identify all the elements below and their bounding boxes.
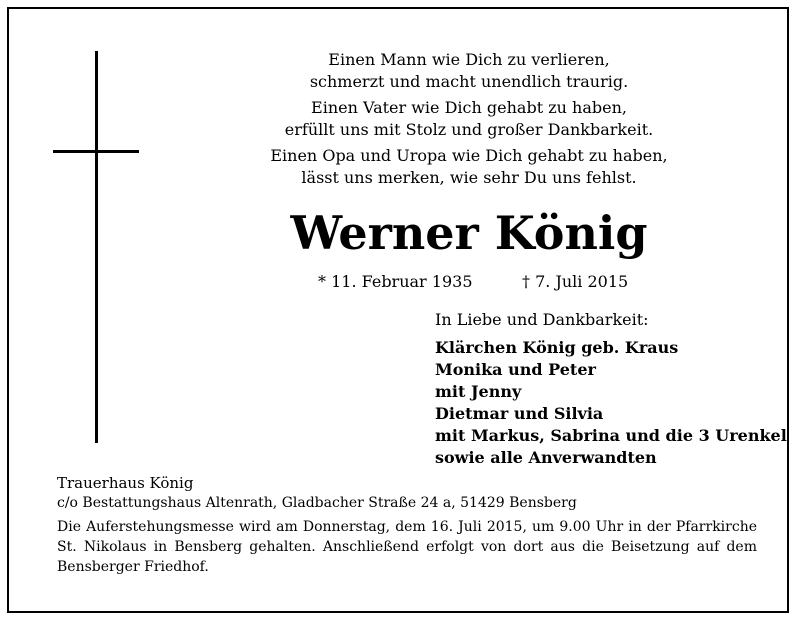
- poem-line: schmerzt und macht unendlich traurig.: [309, 72, 629, 91]
- poem-stanza: [169, 97, 769, 141]
- mourners-list: [435, 309, 787, 469]
- mourning-house: Trauerhaus König: [57, 474, 194, 492]
- birth-date: * 11. Februar 1935: [318, 272, 473, 291]
- mourner-name: Monika und Peter: [435, 360, 596, 379]
- poem-stanza: [169, 49, 769, 93]
- cross-horizontal-bar: [53, 150, 139, 153]
- notice-footer: [57, 473, 757, 577]
- mourners-intro: In Liebe und Dankbarkeit:: [435, 310, 649, 329]
- poem-line: erfüllt uns mit Stolz und großer Dankbarkeit.: [284, 120, 654, 139]
- mourner-name: mit Markus, Sabrina und die 3 Urenkel: [435, 426, 787, 445]
- obituary-notice: [7, 7, 789, 613]
- poem-line: lässt uns merken, wie sehr Du uns fehlst.: [301, 168, 637, 187]
- poem-line: Einen Opa und Uropa wie Dich gehabt zu haben,: [270, 146, 668, 165]
- mourner-name: mit Jenny: [435, 382, 522, 401]
- deceased-name: Werner König: [290, 206, 648, 260]
- poem-line: Einen Mann wie Dich zu verlieren,: [328, 50, 610, 69]
- mourner-name: sowie alle Anverwandten: [435, 448, 657, 467]
- poem-line: Einen Vater wie Dich gehabt zu haben,: [311, 98, 627, 117]
- cross-vertical-bar: [95, 51, 98, 443]
- poem-stanza: [169, 145, 769, 189]
- mourning-address: c/o Bestattungshaus Altenrath, Gladbacher Straße 24 a, 51429 Bensberg: [57, 495, 577, 511]
- mourner-name: Klärchen König geb. Kraus: [435, 338, 679, 357]
- mourner-name: Dietmar und Silvia: [435, 404, 604, 423]
- memorial-poem: [169, 49, 769, 193]
- funeral-mass-info: Die Auferstehungsmesse wird am Donnerstag, dem 16. Juli 2015, um 9.00 Uhr in der Pfarrkirche St. Nikolaus in Bensberg gehalten. Anschließend erfolgt von dort aus die Beisetzung auf dem Bensberger Friedhof.: [57, 519, 757, 575]
- death-date: † 7. Juli 2015: [522, 272, 629, 291]
